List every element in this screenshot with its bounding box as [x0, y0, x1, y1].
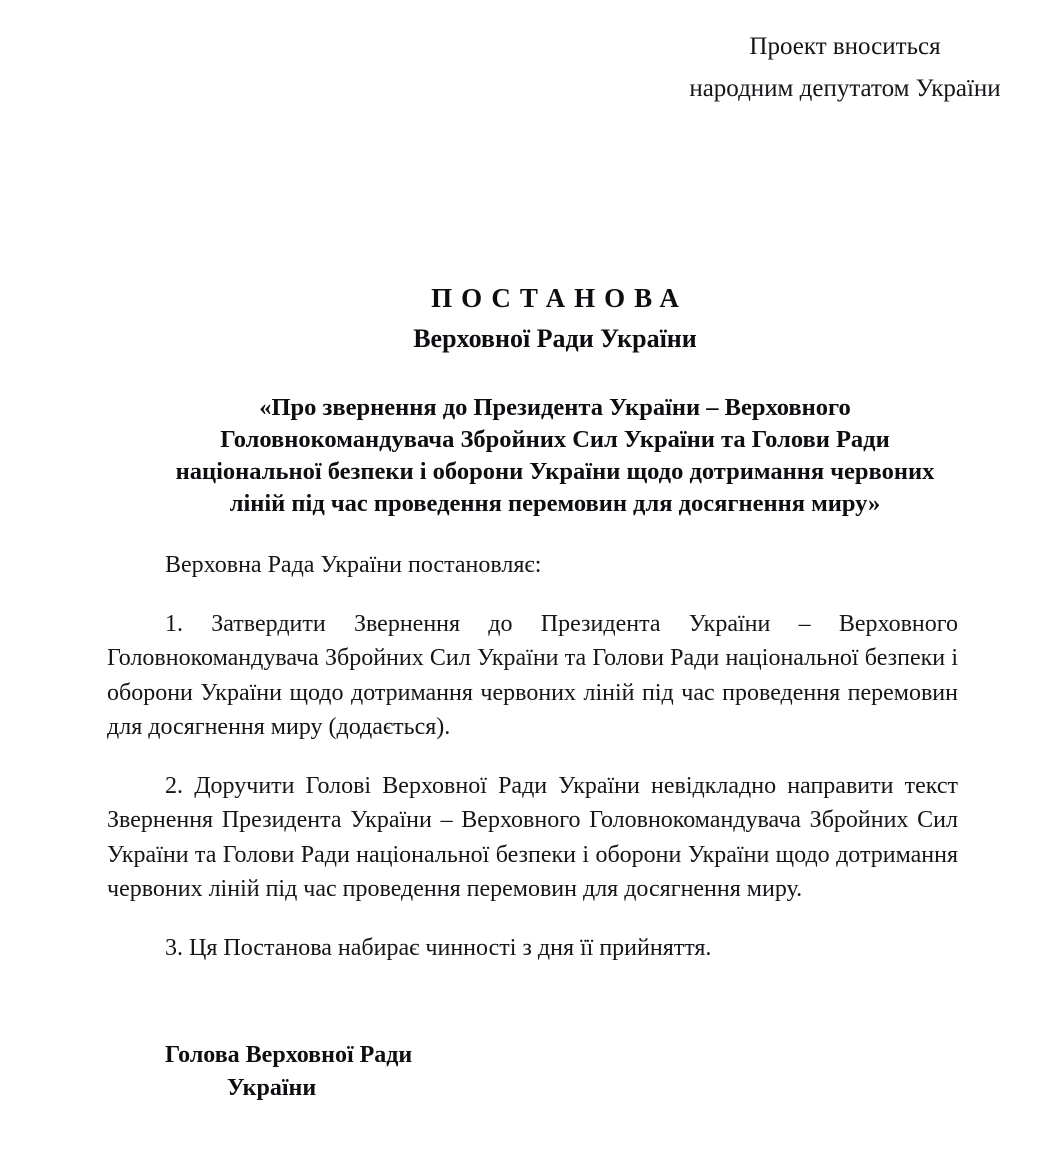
resolution-heading-line-2: Головнокомандувача Збройних Сил України та Голови Ради [220, 426, 890, 453]
document-title: ПОСТАНОВА [431, 283, 688, 313]
resolution-heading-line-3: національної безпеки і оборони України щодо дотримання червоних [175, 458, 935, 485]
signature-block [165, 1039, 585, 1105]
signature-country: України [227, 1075, 317, 1101]
body-intro: Верховна Рада України постановляє: [165, 552, 542, 578]
document-header [640, 26, 1050, 110]
body-item-2: 2. Доручити Голові Верховної Ради України невідкладно направити текст Звернення Президента України – Верховного Головнокомандувача Збройних Сил України та Голови Ради національної безпеки і оборони України щодо дотримання червоних ліній під час проведення перемовин для досягнення миру. [107, 772, 958, 902]
body-item-1: 1. Затвердити Звернення до Президента України – Верховного Головнокомандувача Збройних Сил України та Голови Ради національної безпеки і оборони України щодо дотримання червоних ліній під час проведення перемовин для досягнення миру (додається). [107, 610, 958, 740]
document-subtitle: Верховної Ради України [413, 324, 697, 353]
body-item-3: 3. Ця Постанова набирає чинності з дня її прийняття. [165, 934, 712, 961]
signature-role: Голова Верховної Ради [165, 1042, 413, 1068]
header-line-project: Проект вноситься [749, 33, 941, 60]
title-block [107, 281, 1003, 357]
document-body [107, 548, 958, 965]
resolution-heading [107, 392, 1003, 520]
header-line-author: народним депутатом України [689, 75, 1001, 102]
resolution-heading-line-1: «Про звернення до Президента України – Верховного [259, 394, 851, 421]
resolution-heading-line-4: ліній під час проведення перемовин для досягнення миру» [229, 490, 881, 517]
